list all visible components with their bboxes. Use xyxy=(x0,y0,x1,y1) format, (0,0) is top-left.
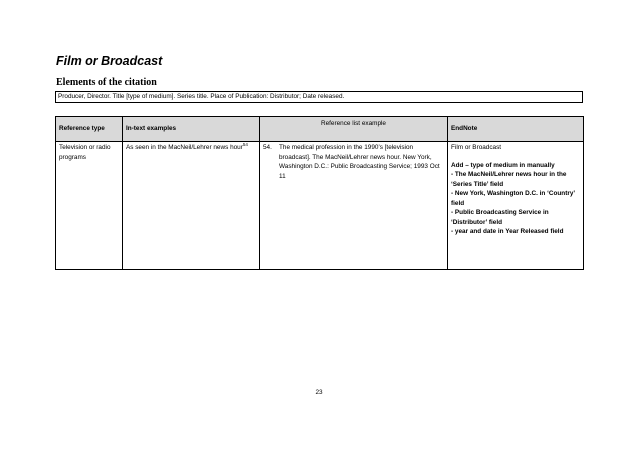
in-text-example-text: As seen in the MacNeil/Lehrer news hour xyxy=(126,144,243,151)
table-header-row xyxy=(56,117,584,142)
page-number: 23 xyxy=(315,389,323,396)
cell-reference-list-example xyxy=(260,142,448,270)
endnote-instruction-line: Add – type of medium in manually xyxy=(451,161,555,169)
cell-in-text-example xyxy=(123,142,260,270)
reference-table xyxy=(55,116,584,270)
cell-reference-type xyxy=(56,142,123,270)
endnote-instruction-line: - The MacNeil/Lehrer news hour in the ‘Series Title’ field xyxy=(451,171,567,188)
in-text-superscript: 54 xyxy=(242,141,248,147)
citation-elements-box xyxy=(55,91,583,103)
citation-elements-text: Producer, Director. Title [type of medium]. Series title. Place of Publication: Distributor; Date released. xyxy=(58,93,345,100)
page-title: Film or Broadcast xyxy=(56,54,163,68)
header-in-text-examples: In-text examples xyxy=(123,117,260,142)
endnote-instruction-line: - New York, Washington D.C. in ‘Country’ field xyxy=(451,190,575,207)
cell-endnote xyxy=(448,142,584,270)
section-title: Elements of the citation xyxy=(56,77,157,88)
table-row xyxy=(56,142,584,270)
reference-number: 54. xyxy=(263,144,272,151)
header-reference-type: Reference type xyxy=(56,117,123,142)
reference-type-text: Television or radio programs xyxy=(59,144,111,161)
endnote-instruction-line: - Public Broadcasting Service in ‘Distributor’ field xyxy=(451,209,549,226)
reference-text: The medical profession in the 1990's [television broadcast]. The MacNeil/Lehrer news hour. New York, Washington D.C.: Public Broadcasting Service; 1993 Oct 11 xyxy=(279,144,440,180)
endnote-instruction-line: - year and date in Year Released field xyxy=(451,228,564,235)
endnote-type: Film or Broadcast xyxy=(451,144,502,151)
header-endnote: EndNote xyxy=(448,117,584,142)
header-reference-list-example: Reference list example xyxy=(260,117,448,142)
